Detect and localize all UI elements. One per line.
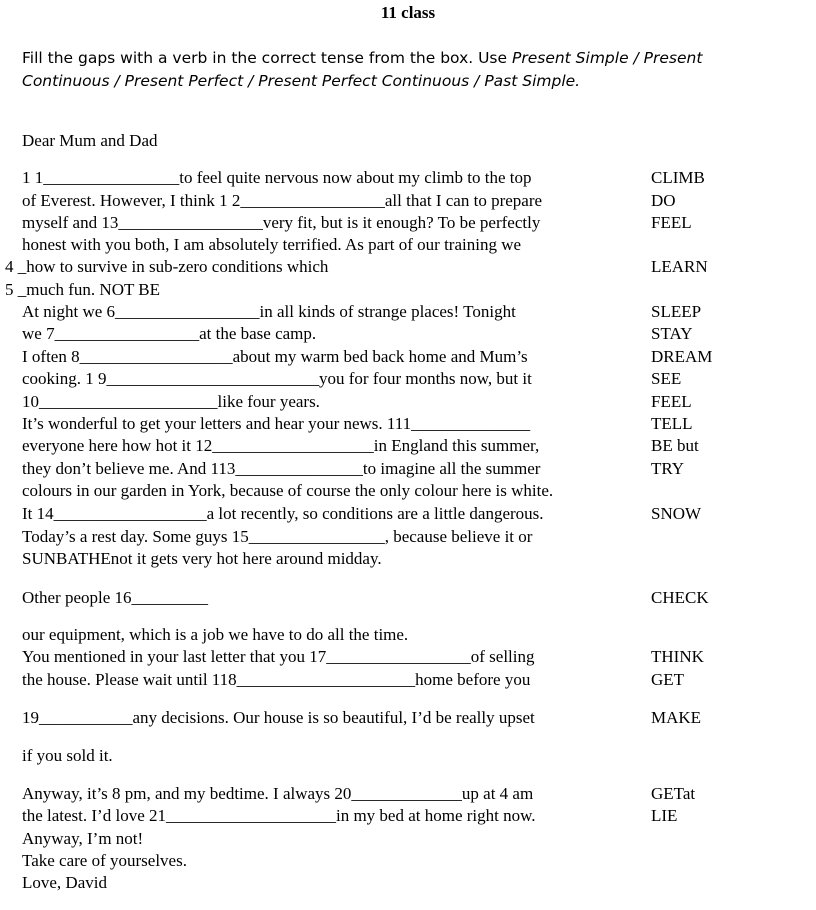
page-title: 11 class bbox=[380, 3, 436, 22]
letter-line: It 14__________________a lot recently, so conditions are a little dangerous. bbox=[22, 504, 544, 523]
letter-line: of Everest. However, I think 1 2_________________all that I can to prepare bbox=[22, 191, 543, 210]
letter-line: I often 8__________________about my warm bed back home and Mum’s bbox=[22, 347, 528, 366]
letter-line: Take care of yourselves. bbox=[22, 851, 187, 870]
letter-line: cooking. 1 9_________________________you for four months now, but it bbox=[22, 369, 532, 388]
letter-line: Love, David bbox=[22, 873, 107, 892]
letter-line: if you sold it. bbox=[22, 746, 113, 765]
verb-hint: FEEL bbox=[651, 213, 692, 232]
letter-line: they don’t believe me. And 113_______________to imagine all the summer bbox=[22, 459, 541, 478]
verb-hint: GET bbox=[651, 670, 685, 689]
letter-line: colours in our garden in York, because of course the only colour here is white. bbox=[22, 481, 554, 500]
letter-line: Dear Mum and Dad bbox=[22, 131, 158, 150]
letter-line: honest with you both, I am absolutely terrified. As part of our training we bbox=[22, 235, 522, 254]
verb-hint: BE but bbox=[651, 436, 699, 455]
verb-hint: SNOW bbox=[651, 504, 702, 523]
verb-hint: DREAM bbox=[651, 347, 713, 366]
letter-line: At night we 6_________________in all kinds of strange places! Tonight bbox=[22, 302, 516, 321]
verb-hint: DO bbox=[651, 191, 676, 210]
letter-line: 4 _how to survive in sub-zero conditions which bbox=[5, 257, 329, 276]
letter-line: the latest. I’d love 21____________________in my bed at home right now. bbox=[22, 806, 536, 825]
letter-line: our equipment, which is a job we have to do all the time. bbox=[22, 625, 409, 644]
verb-hint: MAKE bbox=[651, 708, 702, 727]
letter-line: we 7_________________at the base camp. bbox=[22, 324, 317, 343]
instructions-text: Fill the gaps with a verb in the correct tense from the box. Use bbox=[22, 49, 512, 67]
letter-line: the house. Please wait until 118_____________________home before you bbox=[22, 670, 531, 689]
verb-hint: LEARN bbox=[651, 257, 708, 276]
letter-line: Anyway, I’m not! bbox=[22, 829, 144, 848]
letter-line: Anyway, it’s 8 pm, and my bedtime. I always 20_____________up at 4 am bbox=[22, 784, 534, 803]
verb-hint: TELL bbox=[651, 414, 693, 433]
letter-line: 10_____________________like four years. bbox=[22, 392, 320, 411]
instructions-tenses: Present Simple / Present Continuous / Present Perfect / Present Perfect Continuous / Past Simple. bbox=[22, 49, 703, 90]
verb-hint: SLEEP bbox=[651, 302, 702, 321]
verb-hint: FEEL bbox=[651, 392, 692, 411]
instructions bbox=[22, 47, 782, 93]
letter-line: myself and 13_________________very fit, but is it enough? To be perfectly bbox=[22, 213, 541, 232]
verb-hint: CLIMB bbox=[651, 168, 705, 187]
letter-line: 5 _much fun. NOT BE bbox=[5, 280, 161, 299]
letter-line: You mentioned in your last letter that you 17_________________of selling bbox=[22, 647, 535, 666]
verb-hint: LIE bbox=[651, 806, 678, 825]
verb-hint: THINK bbox=[651, 647, 704, 666]
letter-line: SUNBATHEnot it gets very hot here around midday. bbox=[22, 549, 382, 568]
verb-hint: CHECK bbox=[651, 588, 709, 607]
letter-line: It’s wonderful to get your letters and hear your news. 111______________ bbox=[22, 414, 531, 433]
verb-hint: GETat bbox=[651, 784, 696, 803]
verb-hint: STAY bbox=[651, 324, 693, 343]
letter-line: 19___________any decisions. Our house is so beautiful, I’d be really upset bbox=[22, 708, 535, 727]
verb-hint: SEE bbox=[651, 369, 682, 388]
letter-line: Today’s a rest day. Some guys 15________________, because believe it or bbox=[22, 527, 533, 546]
letter-line: 1 1________________to feel quite nervous now about my climb to the top bbox=[22, 168, 532, 187]
letter-line: everyone here how hot it 12___________________in England this summer, bbox=[22, 436, 540, 455]
verb-hint: TRY bbox=[651, 459, 685, 478]
letter-line: Other people 16_________ bbox=[22, 588, 209, 607]
